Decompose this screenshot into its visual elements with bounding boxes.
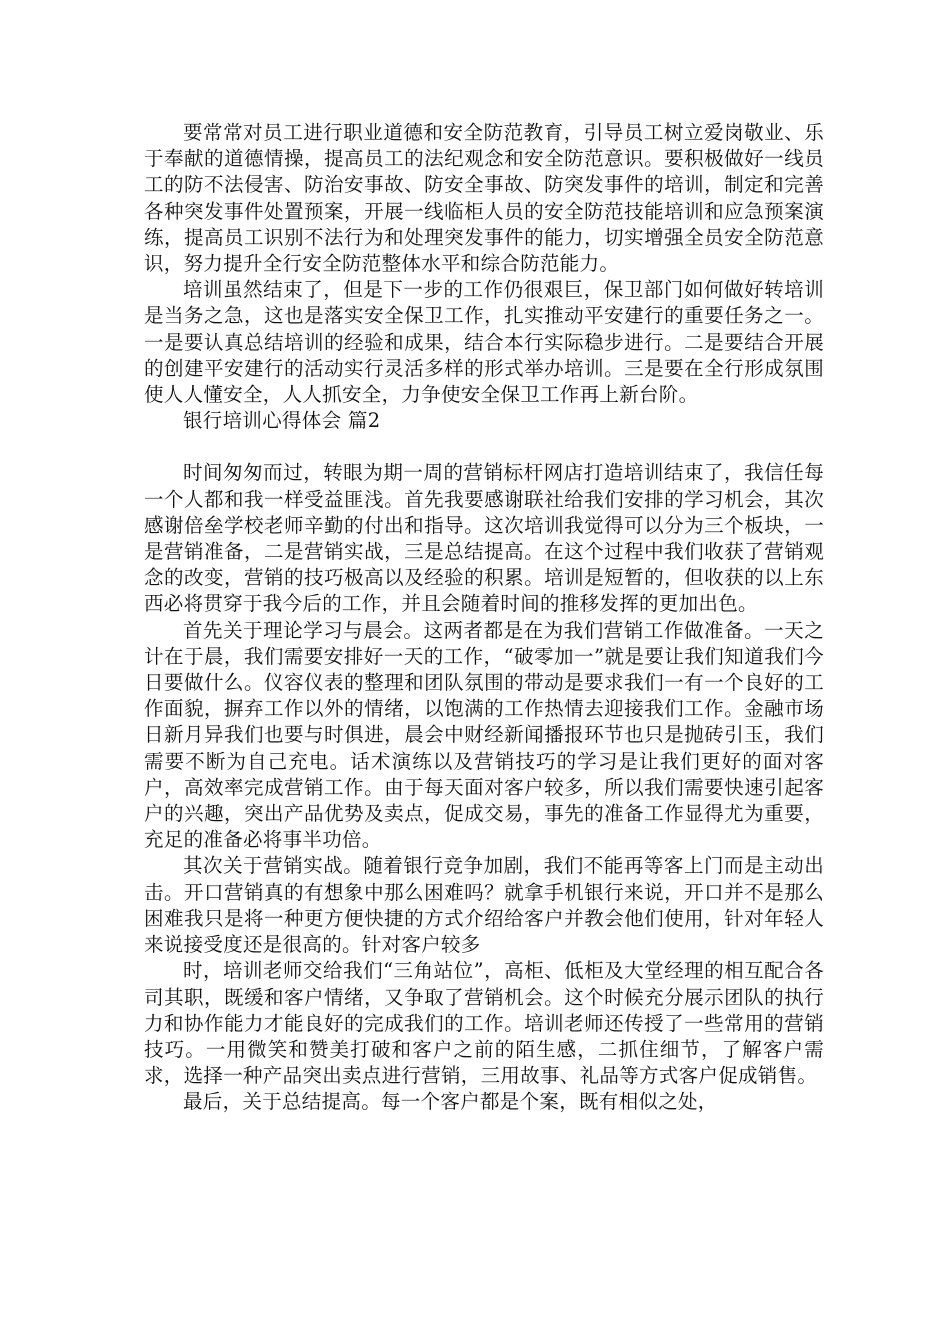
paragraph-training-followup: 培训虽然结束了，但是下一步的工作仍很艰巨，保卫部门如何做好转培训是当务之急，这也是落实安全保卫工作，扎实推动平安建行的重要任务之一。一是要认真总结培训的经验和成果，结合本行实际稳步进行。二是要结合开展的创建平安建行的活动实行灵活多样的形式举办培训。三是要在全行形成氛围使人人懂安全，人人抓安全，力争使安全保卫工作再上新台阶。 bbox=[144, 278, 824, 407]
section-heading: 银行培训心得体会 篇2 bbox=[183, 409, 381, 433]
paragraph-triangle-position: 时，培训老师交给我们“三角站位”，高柜、低柜及大堂经理的相互配合各司其职，既缓和客户情绪，又争取了营销机会。这个时候充分展示团队的执行力和协作能力才能良好的完成我们的工作。培训老师还传授了一些常用的营销技巧。一用微笑和赞美打破和客户之前的陌生感，二抓住细节，了解客户需求，选择一种产品突出卖点进行营销，三用故事、礼品等方式客户促成销售。 bbox=[144, 959, 824, 1088]
document-body bbox=[144, 120, 824, 1116]
paragraph-staff-safety-education: 要常常对员工进行职业道德和安全防范教育，引导员工树立爱岗敬业、乐于奉献的道德情操，提高员工的法纪观念和安全防范意识。要积极做好一线员工的防不法侵害、防治安事故、防安全事故、防突发事件的培训，制定和完善各种突发事件处置预案，开展一线临柜人员的安全防范技能培训和应急预案演练，提高员工识别不法行为和处理突发事件的能力，切实增强全员安全防范意识，努力提升全行安全防范整体水平和综合防范能力。 bbox=[144, 121, 824, 276]
paragraph-marketing-practice: 其次关于营销实战。随着银行竞争加剧，我们不能再等客上门而是主动出击。开口营销真的有想象中那么困难吗？就拿手机银行来说，开口并不是那么困难我只是将一种更方便快捷的方式介绍给客户并教会他们使用，针对年轻人来说接受度还是很高的。针对客户较多 bbox=[144, 854, 824, 957]
paragraph-summary: 最后，关于总结提高。每一个客户都是个案，既有相似之处， bbox=[183, 1090, 718, 1114]
blank-line bbox=[144, 434, 824, 460]
paragraph-training-overview: 时间匆匆而过，转眼为期一周的营销标杆网店打造培训结束了，我信任每一个人都和我一样受益匪浅。首先我要感谢联社给我们安排的学习机会，其次感谢倍垒学校老师辛勤的付出和指导。这次培训我觉得可以分为三个板块，一是营销准备，二是营销实战，三是总结提高。在这个过程中我们收获了营销观念的改变，营销的技巧极高以及经验的积累。培训是短暂的，但收获的以上东西必将贯穿于我今后的工作，并且会随着时间的推移发挥的更加出色。 bbox=[144, 461, 824, 616]
paragraph-theory-and-morning-meeting: 首先关于理论学习与晨会。这两者都是在为我们营销工作做准备。一天之计在于晨，我们需要安排好一天的工作，“破零加一”就是要让我们知道我们今日要做什么。仪容仪表的整理和团队氛围的带动是要求我们一有一个良好的工作面貌，摒弃工作以外的情绪，以饱满的工作热情去迎接我们工作。金融市场日新月异我们也要与时俱进，晨会中财经新闻播报环节也只是抛砖引玉，我们需要不断为自己充电。话术演练以及营销技巧的学习是让我们更好的面对客户，高效率完成营销工作。由于每天面对客户较多，所以我们需要快速引起客户的兴趣，突出产品优势及卖点，促成交易，事先的准备工作显得尤为重要，充足的准备必将事半功倍。 bbox=[144, 618, 824, 852]
